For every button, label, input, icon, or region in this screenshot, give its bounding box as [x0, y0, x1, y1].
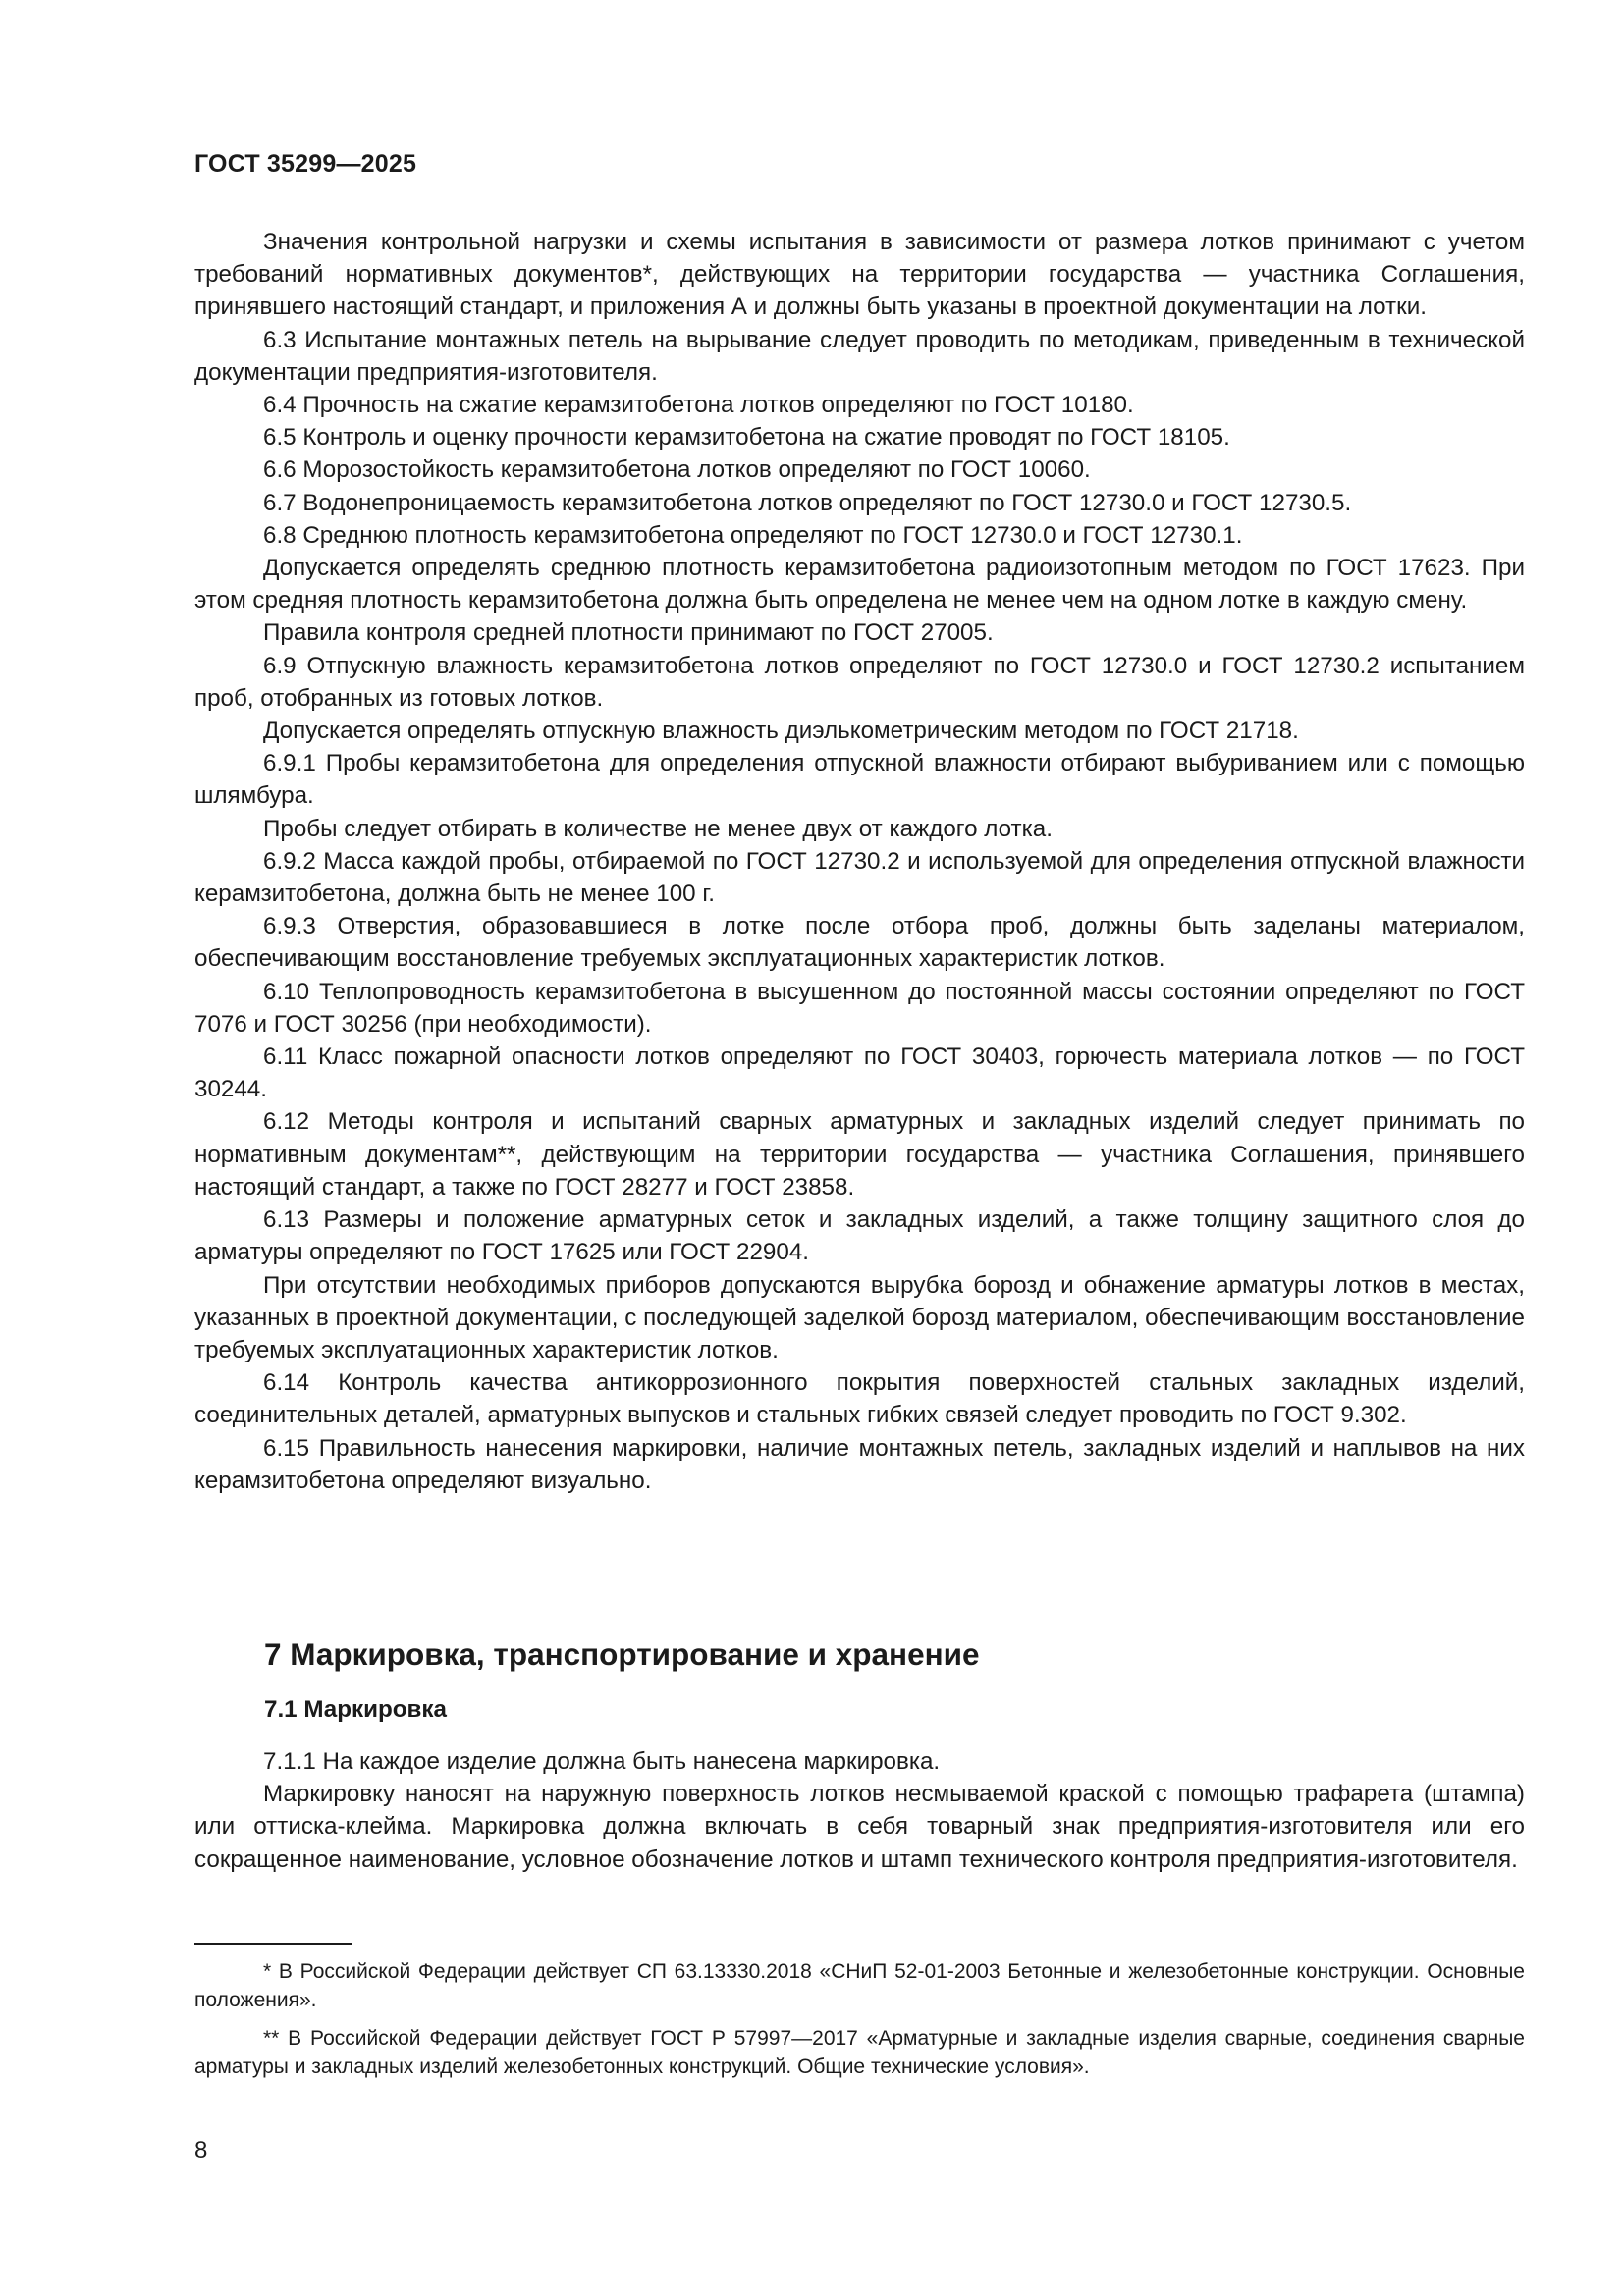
paragraph: 6.3 Испытание монтажных петель на вырывание следует проводить по методикам, приведенным в технической документации предприятия-изготовителя.	[194, 326, 1525, 386]
paragraph: 6.9.1 Пробы керамзитобетона для определения отпускной влажности отбирают выбуриванием или с помощью шлямбура.	[194, 750, 1525, 810]
paragraph: 6.10 Теплопроводность керамзитобетона в высушенном до постоянной массы состоянии определяют по ГОСТ 7076 и ГОСТ 30256 (при необходимости).	[194, 978, 1525, 1038]
paragraph: 6.11 Класс пожарной опасности лотков определяют по ГОСТ 30403, горючесть материала лотков — по ГОСТ 30244.	[194, 1043, 1525, 1103]
paragraph: 6.9 Отпускную влажность керамзитобетона лотков определяют по ГОСТ 12730.0 и ГОСТ 12730.2 испытанием проб, отобранных из готовых лотков.	[194, 652, 1525, 712]
page-number: 8	[194, 2137, 208, 2163]
footnote: ** В Российской Федерации действует ГОСТ Р 57997—2017 «Арматурные и закладные изделия сварные, соединения сварные арматуры и закладных изделий железобетонных конструкций. Общие технические условия».	[194, 2027, 1525, 2078]
paragraph: 6.9.3 Отверстия, образовавшиеся в лотке после отбора проб, должны быть заделаны материалом, обеспечивающим восстановление требуемых эксплуатационных характеристик лотков.	[194, 913, 1525, 973]
paragraph: 6.14 Контроль качества антикоррозионного покрытия поверхностей стальных закладных изделий, соединительных деталей, арматурных выпусков и стальных гибких связей следует проводить по ГОСТ 9.302.	[194, 1369, 1525, 1429]
paragraph: 6.15 Правильность нанесения маркировки, наличие монтажных петель, закладных изделий и наплывов на них керамзитобетона определяют визуально.	[194, 1434, 1525, 1494]
section-heading: 7 Маркировка, транспортирование и хранение	[264, 1636, 980, 1672]
paragraph: 6.6 Морозостойкость керамзитобетона лотков определяют по ГОСТ 10060.	[263, 456, 1091, 484]
paragraph: 6.9.2 Масса каждой пробы, отбираемой по ГОСТ 12730.2 и используемой для определения отпускной влажности керамзитобетона, должна быть не менее 100 г.	[194, 847, 1525, 908]
paragraph: 6.5 Контроль и оценку прочности керамзитобетона на сжатие проводят по ГОСТ 18105.	[263, 424, 1230, 452]
paragraph: 7.1.1 На каждое изделие должна быть нанесена маркировка.	[263, 1748, 941, 1775]
paragraph: Правила контроля средней плотности принимают по ГОСТ 27005.	[263, 619, 994, 647]
paragraph: Допускается определять среднюю плотность керамзитобетона радиоизотопным методом по ГОСТ 17623. При этом средняя плотность керамзитобетона должна быть определена не менее чем на одном лотке в каждую смену.	[194, 555, 1525, 614]
paragraph: Значения контрольной нагрузки и схемы испытания в зависимости от размера лотков принимают с учетом требований нормативных документов*, действующих на территории государства — участника Соглашения, принявшего настоящий стандарт, и приложения А и должны быть указаны в проектной документации на лотки.	[194, 229, 1525, 321]
footnote: * В Российской Федерации действует СП 63.13330.2018 «СНиП 52-01-2003 Бетонные и железобетонные конструкции. Основные положения».	[194, 1960, 1525, 2011]
section-7-body	[194, 1745, 1525, 1876]
paragraph: 6.4 Прочность на сжатие керамзитобетона лотков определяют по ГОСТ 10180.	[263, 392, 1134, 419]
paragraph: 6.8 Среднюю плотность керамзитобетона определяют по ГОСТ 12730.0 и ГОСТ 12730.1.	[263, 521, 1243, 549]
paragraph: Маркировку наносят на наружную поверхность лотков несмываемой краской с помощью трафарета (штампа) или оттиска-клейма. Маркировка должна включать в себя товарный знак предприятия-изготовителя или его сокращенное наименование, условное обозначение лотков и штамп технического контроля предприятия-изготовителя.	[194, 1781, 1525, 1873]
paragraph: 6.12 Методы контроля и испытаний сварных арматурных и закладных изделий следует принимать по нормативным документам**, действующим на территории государства — участника Соглашения, принявшего настоящий стандарт, а также по ГОСТ 28277 и ГОСТ 23858.	[194, 1108, 1525, 1201]
paragraph: 6.13 Размеры и положение арматурных сеток и закладных изделий, а также толщину защитного слоя до арматуры определяют по ГОСТ 17625 или ГОСТ 22904.	[194, 1206, 1525, 1266]
paragraph: Допускается определять отпускную влажность диэлькометрическим методом по ГОСТ 21718.	[263, 718, 1299, 745]
paragraph: 6.7 Водонепроницаемость керамзитобетона лотков определяют по ГОСТ 12730.0 и ГОСТ 12730.5.	[263, 489, 1352, 516]
paragraph: Пробы следует отбирать в количестве не менее двух от каждого лотка.	[263, 815, 1053, 842]
footnote-separator	[194, 1943, 352, 1945]
paragraph: При отсутствии необходимых приборов допускаются вырубка борозд и обнажение арматуры лотков в местах, указанных в проектной документации, с последующей заделкой борозд материалом, обеспечивающим восстановление требуемых эксплуатационных характеристик лотков.	[194, 1271, 1525, 1363]
subsection-heading: 7.1 Маркировка	[264, 1696, 447, 1723]
running-head-document-id: ГОСТ 35299—2025	[194, 150, 417, 178]
section-6-body	[194, 226, 1525, 1497]
footnotes	[194, 1957, 1525, 2091]
